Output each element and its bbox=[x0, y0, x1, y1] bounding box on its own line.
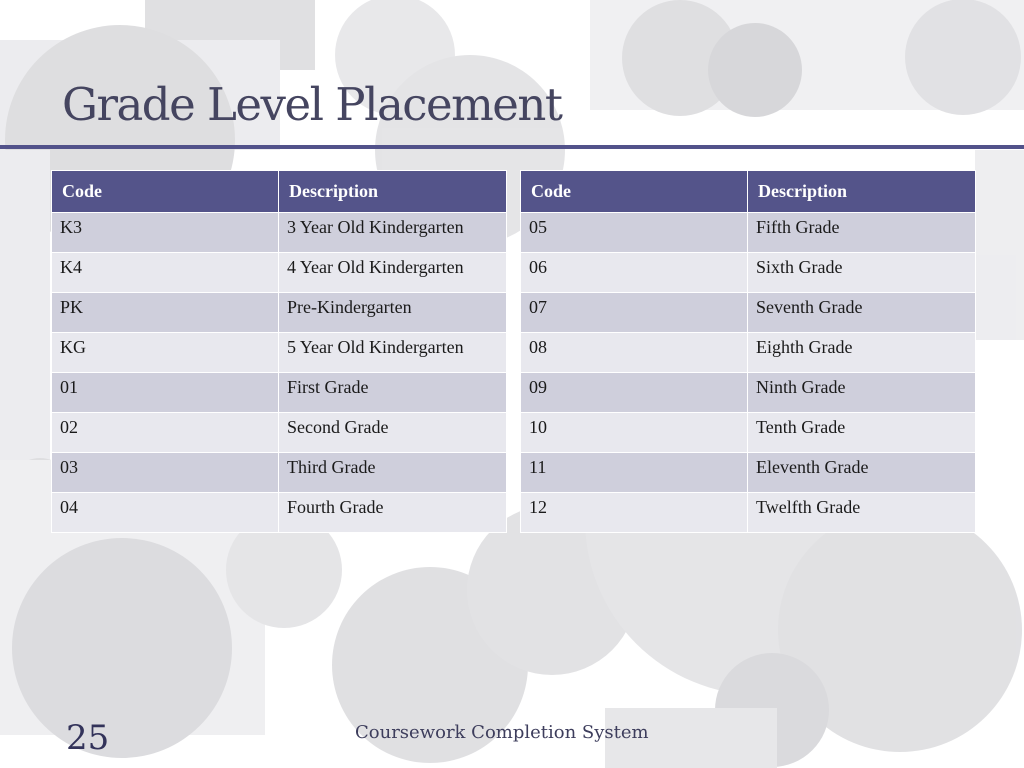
code-cell: 11 bbox=[521, 453, 748, 493]
code-cell: 08 bbox=[521, 333, 748, 373]
description-cell: Pre-Kindergarten bbox=[279, 293, 507, 333]
table-row bbox=[521, 413, 976, 453]
column-header-description: Description bbox=[279, 171, 507, 213]
description-cell: 3 Year Old Kindergarten bbox=[279, 213, 507, 253]
table-row bbox=[521, 373, 976, 413]
description-cell: Ninth Grade bbox=[748, 373, 976, 413]
code-cell: 09 bbox=[521, 373, 748, 413]
description-cell: Eighth Grade bbox=[748, 333, 976, 373]
table-header-row bbox=[521, 171, 976, 213]
code-cell: 06 bbox=[521, 253, 748, 293]
description-cell: Eleventh Grade bbox=[748, 453, 976, 493]
table-row bbox=[52, 413, 507, 453]
code-cell: K3 bbox=[52, 213, 279, 253]
table-row bbox=[52, 293, 507, 333]
table-row bbox=[52, 253, 507, 293]
description-cell: Twelfth Grade bbox=[748, 493, 976, 533]
description-cell: 5 Year Old Kindergarten bbox=[279, 333, 507, 373]
table-row bbox=[521, 333, 976, 373]
description-cell: Tenth Grade bbox=[748, 413, 976, 453]
title-divider bbox=[0, 145, 1024, 149]
description-cell: Fifth Grade bbox=[748, 213, 976, 253]
page-title: Grade Level Placement bbox=[62, 78, 562, 131]
code-cell: 10 bbox=[521, 413, 748, 453]
table-row bbox=[52, 213, 507, 253]
code-cell: KG bbox=[52, 333, 279, 373]
table-row bbox=[52, 373, 507, 413]
description-cell: 4 Year Old Kindergarten bbox=[279, 253, 507, 293]
code-cell: 03 bbox=[52, 453, 279, 493]
grade-table-right bbox=[520, 170, 976, 533]
code-cell: 12 bbox=[521, 493, 748, 533]
column-header-code: Code bbox=[52, 171, 279, 213]
table-row bbox=[52, 453, 507, 493]
description-cell: Sixth Grade bbox=[748, 253, 976, 293]
description-cell: Seventh Grade bbox=[748, 293, 976, 333]
column-header-code: Code bbox=[521, 171, 748, 213]
code-cell: K4 bbox=[52, 253, 279, 293]
code-cell: 04 bbox=[52, 493, 279, 533]
code-cell: 05 bbox=[521, 213, 748, 253]
description-cell: First Grade bbox=[279, 373, 507, 413]
table-row bbox=[521, 253, 976, 293]
table-row bbox=[521, 453, 976, 493]
grade-table-left bbox=[51, 170, 507, 533]
table-header-row bbox=[52, 171, 507, 213]
description-cell: Second Grade bbox=[279, 413, 507, 453]
table-row bbox=[52, 493, 507, 533]
code-cell: 01 bbox=[52, 373, 279, 413]
footer-text: Coursework Completion System bbox=[355, 722, 649, 743]
table-row bbox=[521, 293, 976, 333]
table-row bbox=[52, 333, 507, 373]
description-cell: Fourth Grade bbox=[279, 493, 507, 533]
code-cell: 07 bbox=[521, 293, 748, 333]
column-header-description: Description bbox=[748, 171, 976, 213]
table-row bbox=[521, 493, 976, 533]
code-cell: PK bbox=[52, 293, 279, 333]
code-cell: 02 bbox=[52, 413, 279, 453]
page-number: 25 bbox=[66, 718, 110, 758]
table-row bbox=[521, 213, 976, 253]
description-cell: Third Grade bbox=[279, 453, 507, 493]
